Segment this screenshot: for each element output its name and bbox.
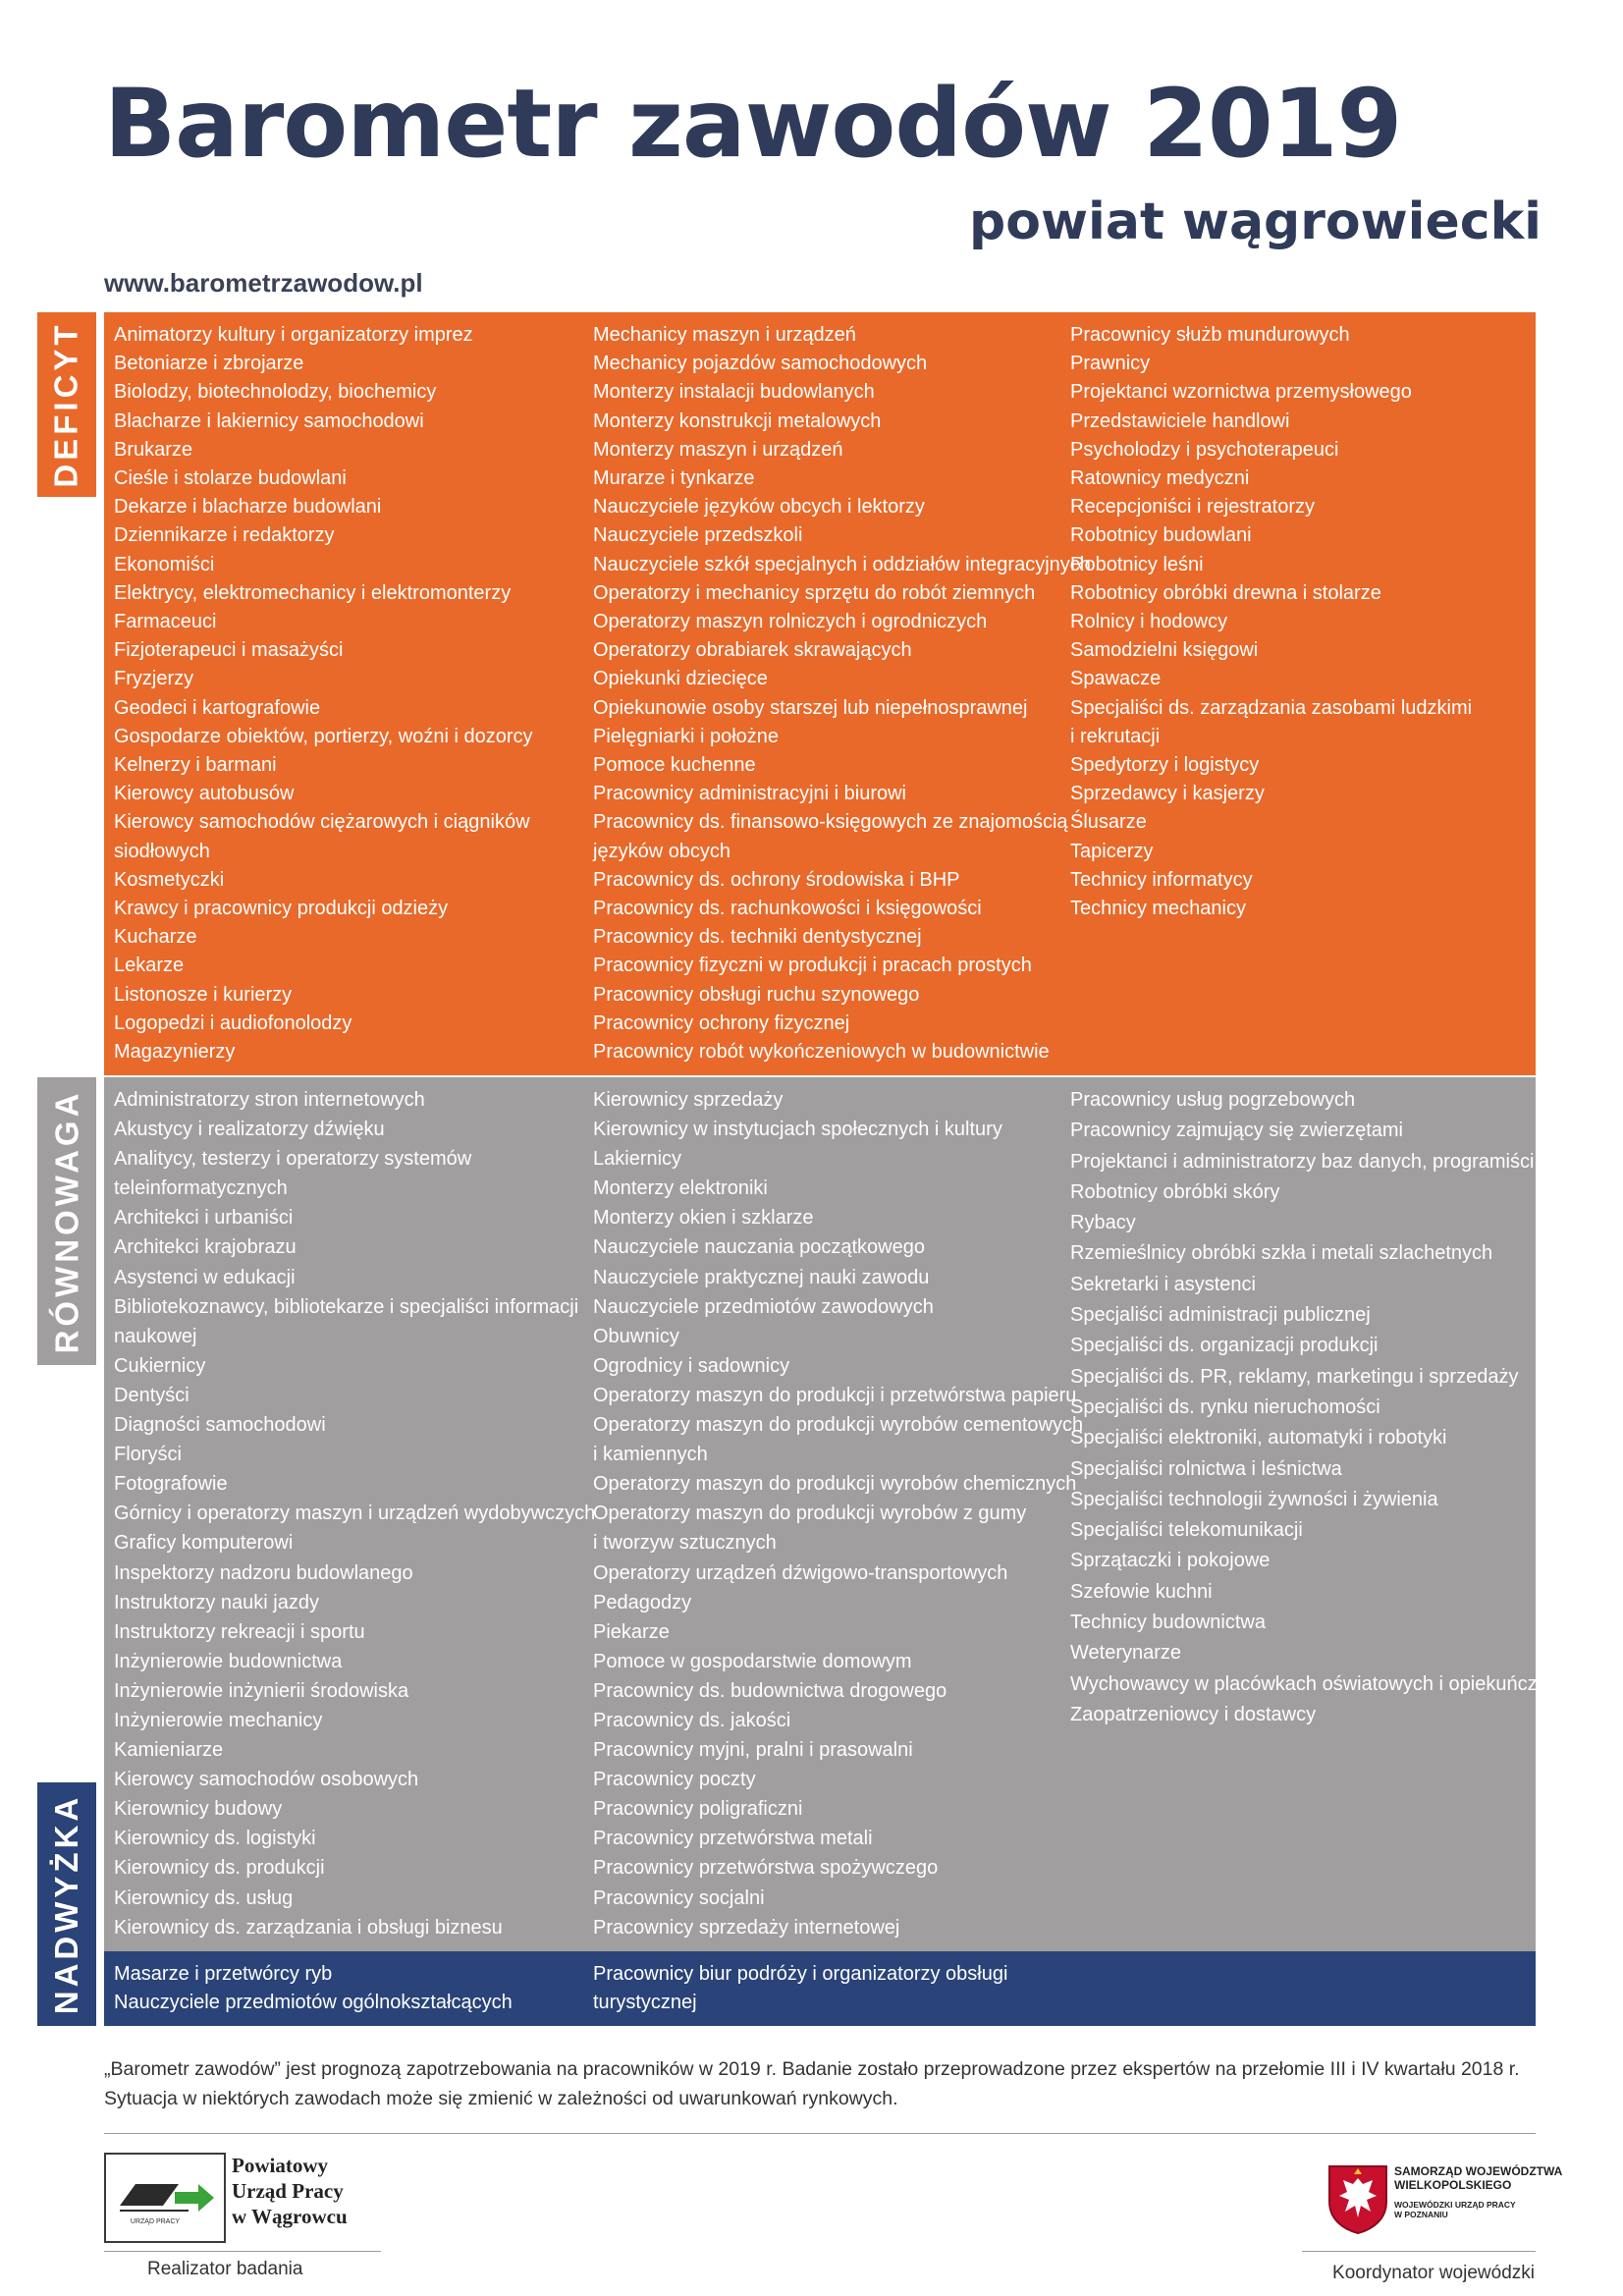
occupation-item: Nauczyciele przedmiotów ogólnokształcących (114, 1992, 513, 2014)
balance-column-2 (593, 1085, 1083, 1942)
occupation-item: Robotnicy obróbki drewna i stolarze (1070, 581, 1381, 604)
occupation-item: Nauczyciele przedszkoli (593, 524, 803, 547)
occupation-item: Dziennikarze i redaktorzy (114, 524, 335, 547)
occupation-item: Operatorzy urządzeń dźwigowo-transportowych (593, 1561, 1008, 1584)
occupation-item: Asystenci w edukacji (114, 1266, 296, 1288)
occupation-item: Kamieniarze (114, 1739, 224, 1762)
occupation-item: Administratorzy stron internetowych (114, 1089, 425, 1111)
occupation-item: Lekarze (114, 955, 185, 977)
occupation-item: Opiekunowie osoby starszej lub niepełnosprawnej (593, 696, 1028, 719)
occupation-item: Recepcjoniści i rejestratorzy (1070, 496, 1315, 519)
occupation-item: Magazynierzy (114, 1041, 236, 1064)
occupation-item: Operatorzy maszyn rolniczych i ogrodniczych (593, 611, 988, 633)
occupation-item: Cukiernicy (114, 1354, 206, 1377)
occupation-item: Kierownicy ds. logistyki (114, 1828, 316, 1850)
occupation-item: Zaopatrzeniowcy i dostawcy (1070, 1703, 1317, 1725)
footer-divider (104, 2133, 1536, 2134)
pup-logo-icon (106, 2155, 224, 2241)
occupation-item: Pomoce kuchenne (593, 754, 756, 777)
occupation-item: Mechanicy maszyn i urządzeń (593, 324, 856, 346)
occupation-item: Analitycy, testerzy i operatorzy systemów (114, 1148, 472, 1171)
occupation-item: Pomoce w gospodarstwie domowym (593, 1650, 912, 1672)
occupation-item: Projektanci wzornictwa przemysłowego (1070, 381, 1412, 404)
occupation-item: Pracownicy biur podróży i organizatorzy obsługi (593, 1963, 1008, 1985)
website-link[interactable]: www.barometrzawodow.pl (104, 268, 423, 298)
pup-logo-caption: URZĄD PRACY (130, 2218, 181, 2225)
occupation-item: Nauczyciele praktycznej nauki zawodu (593, 1266, 930, 1288)
occupation-item: Pracownicy ds. ochrony środowiska i BHP (593, 868, 960, 891)
occupation-item: Pracownicy sprzedaży internetowej (593, 1916, 900, 1939)
occupation-item: Prawnicy (1070, 353, 1151, 375)
occupation-item: teleinformatycznych (114, 1177, 288, 1200)
occupation-item: Gospodarze obiektów, portierzy, woźni i dozorcy (114, 725, 533, 747)
occupation-item: Samodzielni księgowi (1070, 639, 1259, 662)
occupation-item: Ekonomiści (114, 553, 215, 575)
occupation-item: Sprzątaczki i pokojowe (1070, 1550, 1271, 1572)
woj-name-line-1: SAMORZĄD WOJEWÓDZTWA (1394, 2164, 1563, 2178)
occupation-item: Floryści (114, 1444, 182, 1466)
occupation-item: Mechanicy pojazdów samochodowych (593, 353, 928, 375)
occupation-item: Pracownicy przetwórstwa spożywczego (593, 1857, 939, 1880)
occupation-item: Instruktorzy nauki jazdy (114, 1591, 319, 1613)
occupation-item: naukowej (114, 1325, 197, 1347)
occupation-item: Pracownicy ds. techniki dentystycznej (593, 926, 922, 949)
occupation-item: Specjaliści ds. zarządzania zasobami ludzkimi (1070, 696, 1473, 719)
occupation-item: Farmaceuci (114, 611, 217, 633)
occupation-item: Specjaliści telekomunikacji (1070, 1519, 1303, 1542)
occupation-item: Kierownicy ds. produkcji (114, 1857, 325, 1880)
deficit-column-2 (593, 321, 1091, 1066)
occupation-item: Pracownicy ds. rachunkowości i księgowości (593, 898, 982, 920)
woj-name-line-2: WIELKOPOLSKIEGO (1394, 2178, 1512, 2192)
page-subtitle: powiat wągrowiecki (969, 192, 1542, 251)
occupation-item: Cieśle i stolarze budowlani (114, 467, 347, 490)
occupation-item: turystycznej (593, 1992, 697, 2014)
occupation-item: Kierownicy budowy (114, 1798, 283, 1821)
occupation-item: Kosmetyczki (114, 868, 225, 891)
occupation-item: Rolnicy i hodowcy (1070, 611, 1228, 633)
woj-name-line-4: W POZNANIU (1394, 2210, 1448, 2219)
occupation-item: Operatorzy maszyn do produkcji wyrobów cementowych (593, 1414, 1084, 1437)
occupation-item: Bibliotekoznawcy, bibliotekarze i specjaliści informacji (114, 1295, 579, 1318)
occupation-item: Diagności samochodowi (114, 1414, 326, 1437)
occupation-item: Akustycy i realizatorzy dźwięku (114, 1119, 385, 1141)
occupation-item: i kamiennych (593, 1444, 708, 1466)
occupation-item: języków obcych (593, 840, 731, 862)
occupation-item: Weterynarze (1070, 1642, 1182, 1665)
page-title: Barometr zawodów 2019 (104, 69, 1402, 179)
occupation-item: Górnicy i operatorzy maszyn i urządzeń wydobywczych (114, 1503, 596, 1525)
wielkopolska-crest-icon (1327, 2164, 1388, 2235)
occupation-item: Pracownicy myjni, pralni i prasowalni (593, 1739, 913, 1762)
occupation-item: Betoniarze i zbrojarze (114, 353, 304, 375)
occupation-item: i tworzyw sztucznych (593, 1532, 777, 1555)
balance-label (37, 1077, 96, 1365)
occupation-item: Listonosze i kurierzy (114, 983, 293, 1006)
occupation-item: Lakiernicy (593, 1148, 682, 1171)
occupation-item: Pielęgniarki i położne (593, 725, 780, 747)
footer-left-divider (104, 2251, 381, 2252)
occupation-item: Kucharze (114, 926, 197, 949)
occupation-item: Pracownicy obsługi ruchu szynowego (593, 983, 920, 1006)
occupation-item: Specjaliści elektroniki, automatyki i robotyki (1070, 1427, 1447, 1449)
occupation-item: Logopedzi i audiofonolodzy (114, 1011, 352, 1034)
occupation-item: Pracownicy administracyjni i biurowi (593, 783, 906, 805)
woj-name (1394, 2164, 1562, 2219)
occupation-item: Pedagodzy (593, 1591, 692, 1613)
occupation-item: Elektrycy, elektromechanicy i elektromonterzy (114, 581, 512, 604)
surplus-label-text: NADWYŻKA (48, 1793, 85, 2015)
occupation-item: Kierownicy ds. usług (114, 1886, 294, 1909)
occupation-item: Kierowcy autobusów (114, 783, 295, 805)
occupation-item: Pracownicy ds. jakości (593, 1709, 791, 1731)
occupation-item: Kierownicy sprzedaży (593, 1089, 784, 1111)
occupation-item: Robotnicy budowlani (1070, 524, 1252, 547)
occupation-item: Inżynierowie mechanicy (114, 1709, 323, 1731)
footnote-text: „Barometr zawodów” jest prognozą zapotrzebowania na pracowników w 2019 r. Badanie zostało przeprowadzone przez ekspertów na przełomie III i IV kwartału 2018 r. Sytuacja w niektórych zawodach może się zmienić w zależności od uwarunkowań rynkowych. (104, 2058, 1520, 2109)
occupation-item: Operatorzy maszyn do produkcji wyrobów z gumy (593, 1503, 1027, 1525)
occupation-item: Kierowcy samochodów ciężarowych i ciągników (114, 811, 530, 834)
occupation-item: Szefowie kuchni (1070, 1580, 1213, 1603)
occupation-item: Rzemieślnicy obróbki szkła i metali szlachetnych (1070, 1242, 1493, 1265)
occupation-item: Pracownicy służb mundurowych (1070, 324, 1350, 346)
occupation-item: Ratownicy medyczni (1070, 467, 1250, 490)
occupation-item: Instruktorzy rekreacji i sportu (114, 1620, 365, 1643)
balance-label-text: RÓWNOWAGA (48, 1089, 84, 1353)
woj-name-line-3: WOJEWÓDZKI URZĄD PRACY (1394, 2200, 1516, 2210)
deficit-label-text: DEFICYT (48, 321, 85, 488)
occupation-item: Piekarze (593, 1620, 670, 1643)
occupation-item: Specjaliści technologii żywności i żywienia (1070, 1488, 1438, 1510)
surplus-column-1 (114, 1960, 513, 2017)
occupation-item: Technicy budownictwa (1070, 1612, 1266, 1634)
occupation-item: Nauczyciele szkół specjalnych i oddziałów integracyjnych (593, 553, 1091, 575)
occupation-item: Tapicerzy (1070, 840, 1154, 862)
occupation-item: Inżynierowie inżynierii środowiska (114, 1679, 409, 1702)
occupation-item: Pracownicy poczty (593, 1769, 756, 1791)
occupation-item: Specjaliści ds. rynku nieruchomości (1070, 1395, 1380, 1418)
occupation-item: Kierowcy samochodów osobowych (114, 1769, 419, 1791)
occupation-item: Operatorzy obrabiarek skrawających (593, 639, 912, 662)
occupation-item: Pracownicy przetwórstwa metali (593, 1828, 873, 1850)
deficit-column-1 (114, 321, 533, 1066)
occupation-item: Pracownicy ochrony fizycznej (593, 1011, 850, 1034)
occupation-item: Pracownicy robót wykończeniowych w budownictwie (593, 1041, 1050, 1064)
occupation-item: Monterzy instalacji budowlanych (593, 381, 875, 404)
occupation-item: Pracownicy ds. budownictwa drogowego (593, 1679, 947, 1702)
occupation-item: Fizjoterapeuci i masażyści (114, 639, 344, 662)
occupation-item: Monterzy okien i szklarze (593, 1207, 814, 1230)
occupation-item: Biolodzy, biotechnolodzy, biochemicy (114, 381, 437, 404)
occupation-item: Masarze i przetwórcy ryb (114, 1963, 333, 1985)
surplus-column-2 (593, 1960, 1007, 2017)
occupation-item: Nauczyciele nauczania początkowego (593, 1236, 925, 1259)
pup-name-line-3: w Wągrowcu (232, 2205, 348, 2228)
occupation-item: Opiekunki dziecięce (593, 668, 768, 690)
pup-name-line-1: Powiatowy (232, 2154, 328, 2177)
occupation-item: Psycholodzy i psychoterapeuci (1070, 438, 1339, 461)
occupation-item: Obuwnicy (593, 1325, 679, 1347)
occupation-item: Inżynierowie budownictwa (114, 1650, 343, 1672)
surplus-label (37, 1782, 96, 2026)
occupation-item: Sekretarki i asystenci (1070, 1273, 1256, 1295)
occupation-item: siodłowych (114, 840, 210, 862)
occupation-item: Dekarze i blacharze budowlani (114, 496, 382, 519)
occupation-item: Sprzedawcy i kasjerzy (1070, 783, 1265, 805)
occupation-item: Spawacze (1070, 668, 1162, 690)
occupation-item: Fotografowie (114, 1473, 228, 1496)
occupation-item: Specjaliści rolnictwa i leśnictwa (1070, 1457, 1342, 1480)
occupation-item: Animatorzy kultury i organizatorzy imprez (114, 324, 473, 346)
occupation-item: Specjaliści ds. PR, reklamy, marketingu i sprzedaży (1070, 1365, 1519, 1388)
occupation-item: Wychowawcy w placówkach oświatowych i opiekuńczych (1070, 1672, 1568, 1695)
occupation-item: Murarze i tynkarze (593, 467, 755, 490)
occupation-item: Pracownicy ds. finansowo-księgowych ze znajomością (593, 811, 1068, 834)
occupation-item: Nauczyciele przedmiotów zawodowych (593, 1295, 934, 1318)
occupation-item: Robotnicy obróbki skóry (1070, 1180, 1280, 1203)
occupation-item: Projektanci i administratorzy baz danych, programiści (1070, 1150, 1535, 1173)
occupation-item: Graficy komputerowi (114, 1532, 294, 1555)
occupation-item: Fryzjerzy (114, 668, 194, 690)
occupation-item: Kierownicy ds. zarządzania i obsługi biznesu (114, 1916, 503, 1939)
occupation-item: Kelnerzy i barmani (114, 754, 277, 777)
occupation-item: Rybacy (1070, 1212, 1136, 1234)
balance-column-1 (114, 1085, 595, 1942)
occupation-item: Pracownicy socjalni (593, 1886, 765, 1909)
occupation-item: Dentyści (114, 1384, 189, 1406)
occupation-item: Operatorzy maszyn do produkcji i przetwórstwa papieru (593, 1384, 1077, 1406)
occupation-item: Geodeci i kartografowie (114, 696, 321, 719)
occupation-item: Technicy mechanicy (1070, 898, 1246, 920)
occupation-item: Monterzy konstrukcji metalowych (593, 410, 882, 432)
deficit-column-3 (1070, 321, 1472, 923)
occupation-item: Blacharze i lakiernicy samochodowi (114, 410, 424, 432)
occupation-item: Inspektorzy nadzoru budowlanego (114, 1561, 413, 1584)
occupation-item: Przedstawiciele handlowi (1070, 410, 1290, 432)
occupation-item: Spedytorzy i logistycy (1070, 754, 1260, 777)
occupation-item: Brukarze (114, 438, 193, 461)
occupation-item: Technicy informatycy (1070, 868, 1253, 891)
occupation-item: Ślusarze (1070, 811, 1147, 834)
occupation-item: Monterzy elektroniki (593, 1177, 768, 1200)
balance-column-3 (1070, 1085, 1568, 1730)
pup-name (232, 2153, 348, 2229)
pup-logo (104, 2153, 226, 2243)
koordynator-caption: Koordynator wojewódzki (1332, 2263, 1535, 2283)
occupation-item: Operatorzy maszyn do produkcji wyrobów chemicznych (593, 1473, 1077, 1496)
occupation-item: Nauczyciele języków obcych i lektorzy (593, 496, 925, 519)
occupation-item: Robotnicy leśni (1070, 553, 1204, 575)
occupation-item: i rekrutacji (1070, 725, 1161, 747)
occupation-item: Operatorzy i mechanicy sprzętu do robót ziemnych (593, 581, 1036, 604)
occupation-item: Krawcy i pracownicy produkcji odzieży (114, 898, 449, 920)
realizator-caption: Realizator badania (147, 2259, 303, 2279)
occupation-item: Architekci i urbaniści (114, 1207, 294, 1230)
pup-name-line-2: Urząd Pracy (232, 2179, 344, 2203)
occupation-item: Pracownicy fizyczni w produkcji i pracach prostych (593, 955, 1032, 977)
occupation-item: Pracownicy zajmujący się zwierzętami (1070, 1120, 1403, 1142)
occupation-item: Architekci krajobrazu (114, 1236, 297, 1259)
occupation-item: Kierownicy w instytucjach społecznych i kultury (593, 1119, 1002, 1141)
occupation-item: Specjaliści ds. organizacji produkcji (1070, 1335, 1379, 1357)
occupation-item: Pracownicy usług pogrzebowych (1070, 1089, 1356, 1111)
occupation-item: Ogrodnicy i sadownicy (593, 1354, 790, 1377)
occupation-item: Specjaliści administracji publicznej (1070, 1304, 1371, 1327)
occupation-item: Monterzy maszyn i urządzeń (593, 438, 843, 461)
occupation-item: Pracownicy poligraficzni (593, 1798, 803, 1821)
footer-right-divider (1302, 2251, 1536, 2252)
deficit-label (37, 312, 96, 497)
